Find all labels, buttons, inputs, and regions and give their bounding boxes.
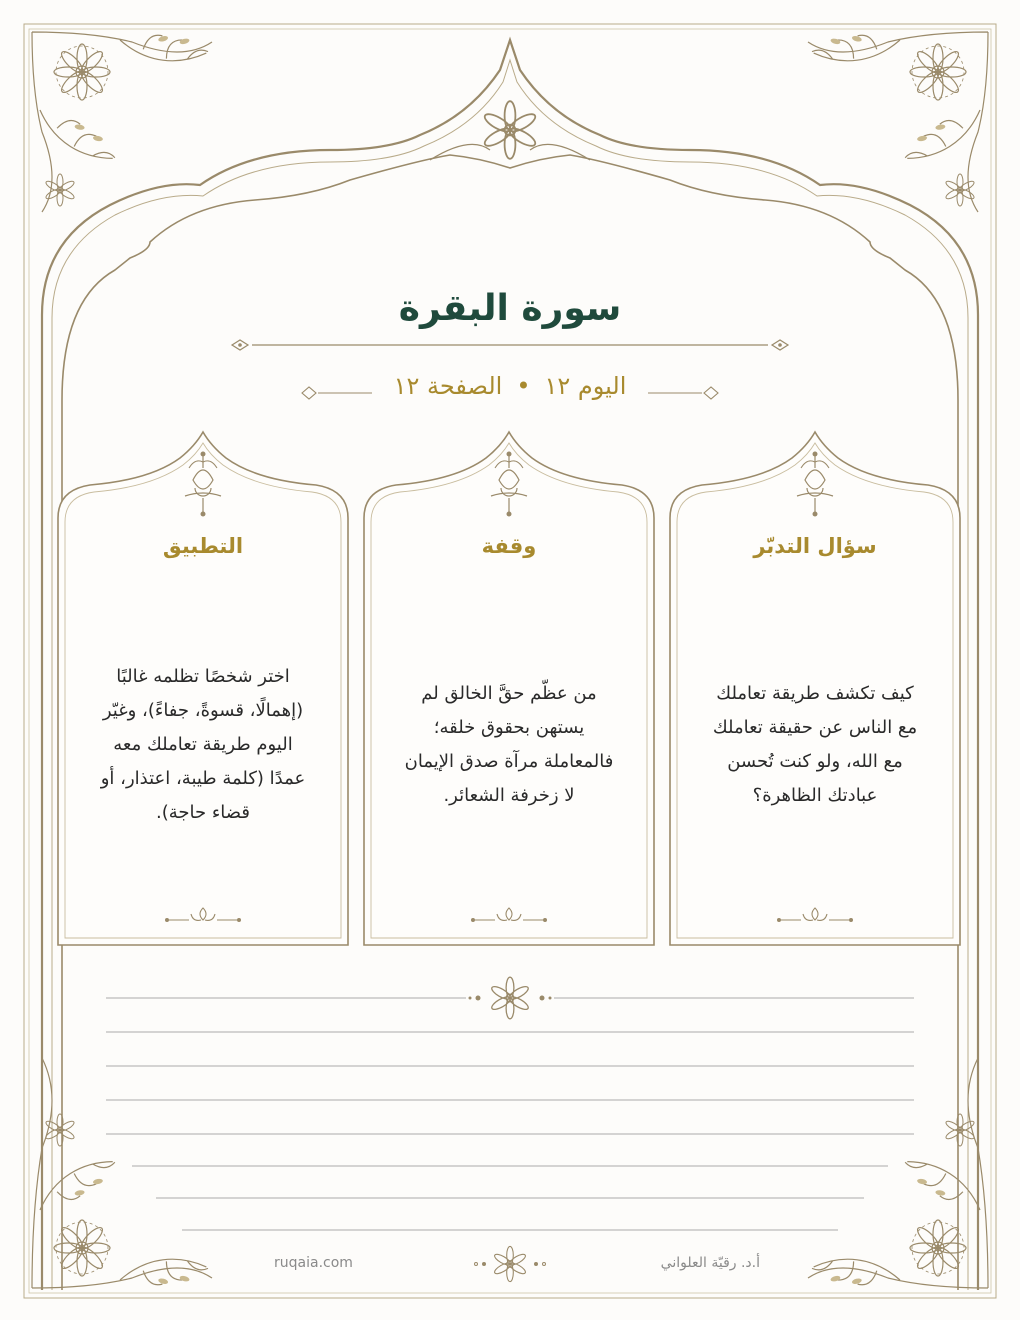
footer-author: أ.د. رقيّة العلواني bbox=[660, 1255, 760, 1271]
card-body-pause bbox=[374, 677, 644, 813]
day-page-subtitle bbox=[0, 372, 1020, 400]
card-line: اختر شخصًا تظلمه غالبًا bbox=[116, 666, 290, 687]
card-line: يستهن بحقوق خلقه؛ bbox=[433, 717, 585, 738]
mandala-ornament-icon bbox=[482, 101, 537, 159]
corner-floral-ornament-icon bbox=[32, 1058, 212, 1301]
separator-dot: • bbox=[516, 372, 531, 400]
card-line: عمدًا (كلمة طيبة، اعتذار، أو bbox=[100, 768, 306, 789]
card-line: قضاء حاجة). bbox=[155, 802, 251, 823]
page-label: الصفحة ١٢ bbox=[393, 372, 503, 400]
card-line: من عظّم حقَّ الخالق لم bbox=[421, 683, 597, 704]
card-line: (إهمالًا، قسوةً، جفاءً)، وغيّر bbox=[102, 700, 304, 721]
card-line: مع الله، ولو كنت تُحسن bbox=[727, 751, 903, 772]
writing-lines bbox=[106, 998, 914, 1230]
diamond-divider-icon bbox=[232, 340, 788, 350]
card-title-pause: وقفة bbox=[481, 534, 537, 558]
card-line: كيف تكشف طريقة تعاملك bbox=[716, 683, 914, 704]
day-label: اليوم ١٢ bbox=[544, 372, 627, 400]
page-title: سورة البقرة bbox=[398, 288, 622, 329]
card-line: اليوم طريقة تعاملك معه bbox=[113, 734, 293, 755]
card-line: لا زخرفة الشعائر. bbox=[443, 785, 575, 806]
card-title-application: التطبيق bbox=[162, 534, 244, 558]
card-body-application bbox=[73, 660, 333, 830]
card-line: فالمعاملة مرآة صدق الإيمان bbox=[404, 751, 614, 772]
footer-website: ruqaia.com bbox=[274, 1255, 353, 1271]
card-title-reflection-question: سؤال التدبّر bbox=[753, 534, 877, 558]
corner-floral-ornament-icon bbox=[32, 19, 212, 212]
corner-floral-ornament-icon bbox=[808, 19, 988, 212]
mandala-ornament-icon bbox=[469, 977, 552, 1019]
card-line: عبادتك الظاهرة؟ bbox=[752, 785, 878, 806]
card-line: مع الناس عن حقيقة تعاملك bbox=[712, 717, 918, 738]
mandala-ornament-icon bbox=[475, 1246, 546, 1281]
card-body-reflection-question bbox=[690, 677, 940, 813]
corner-floral-ornament-icon bbox=[808, 1058, 988, 1301]
